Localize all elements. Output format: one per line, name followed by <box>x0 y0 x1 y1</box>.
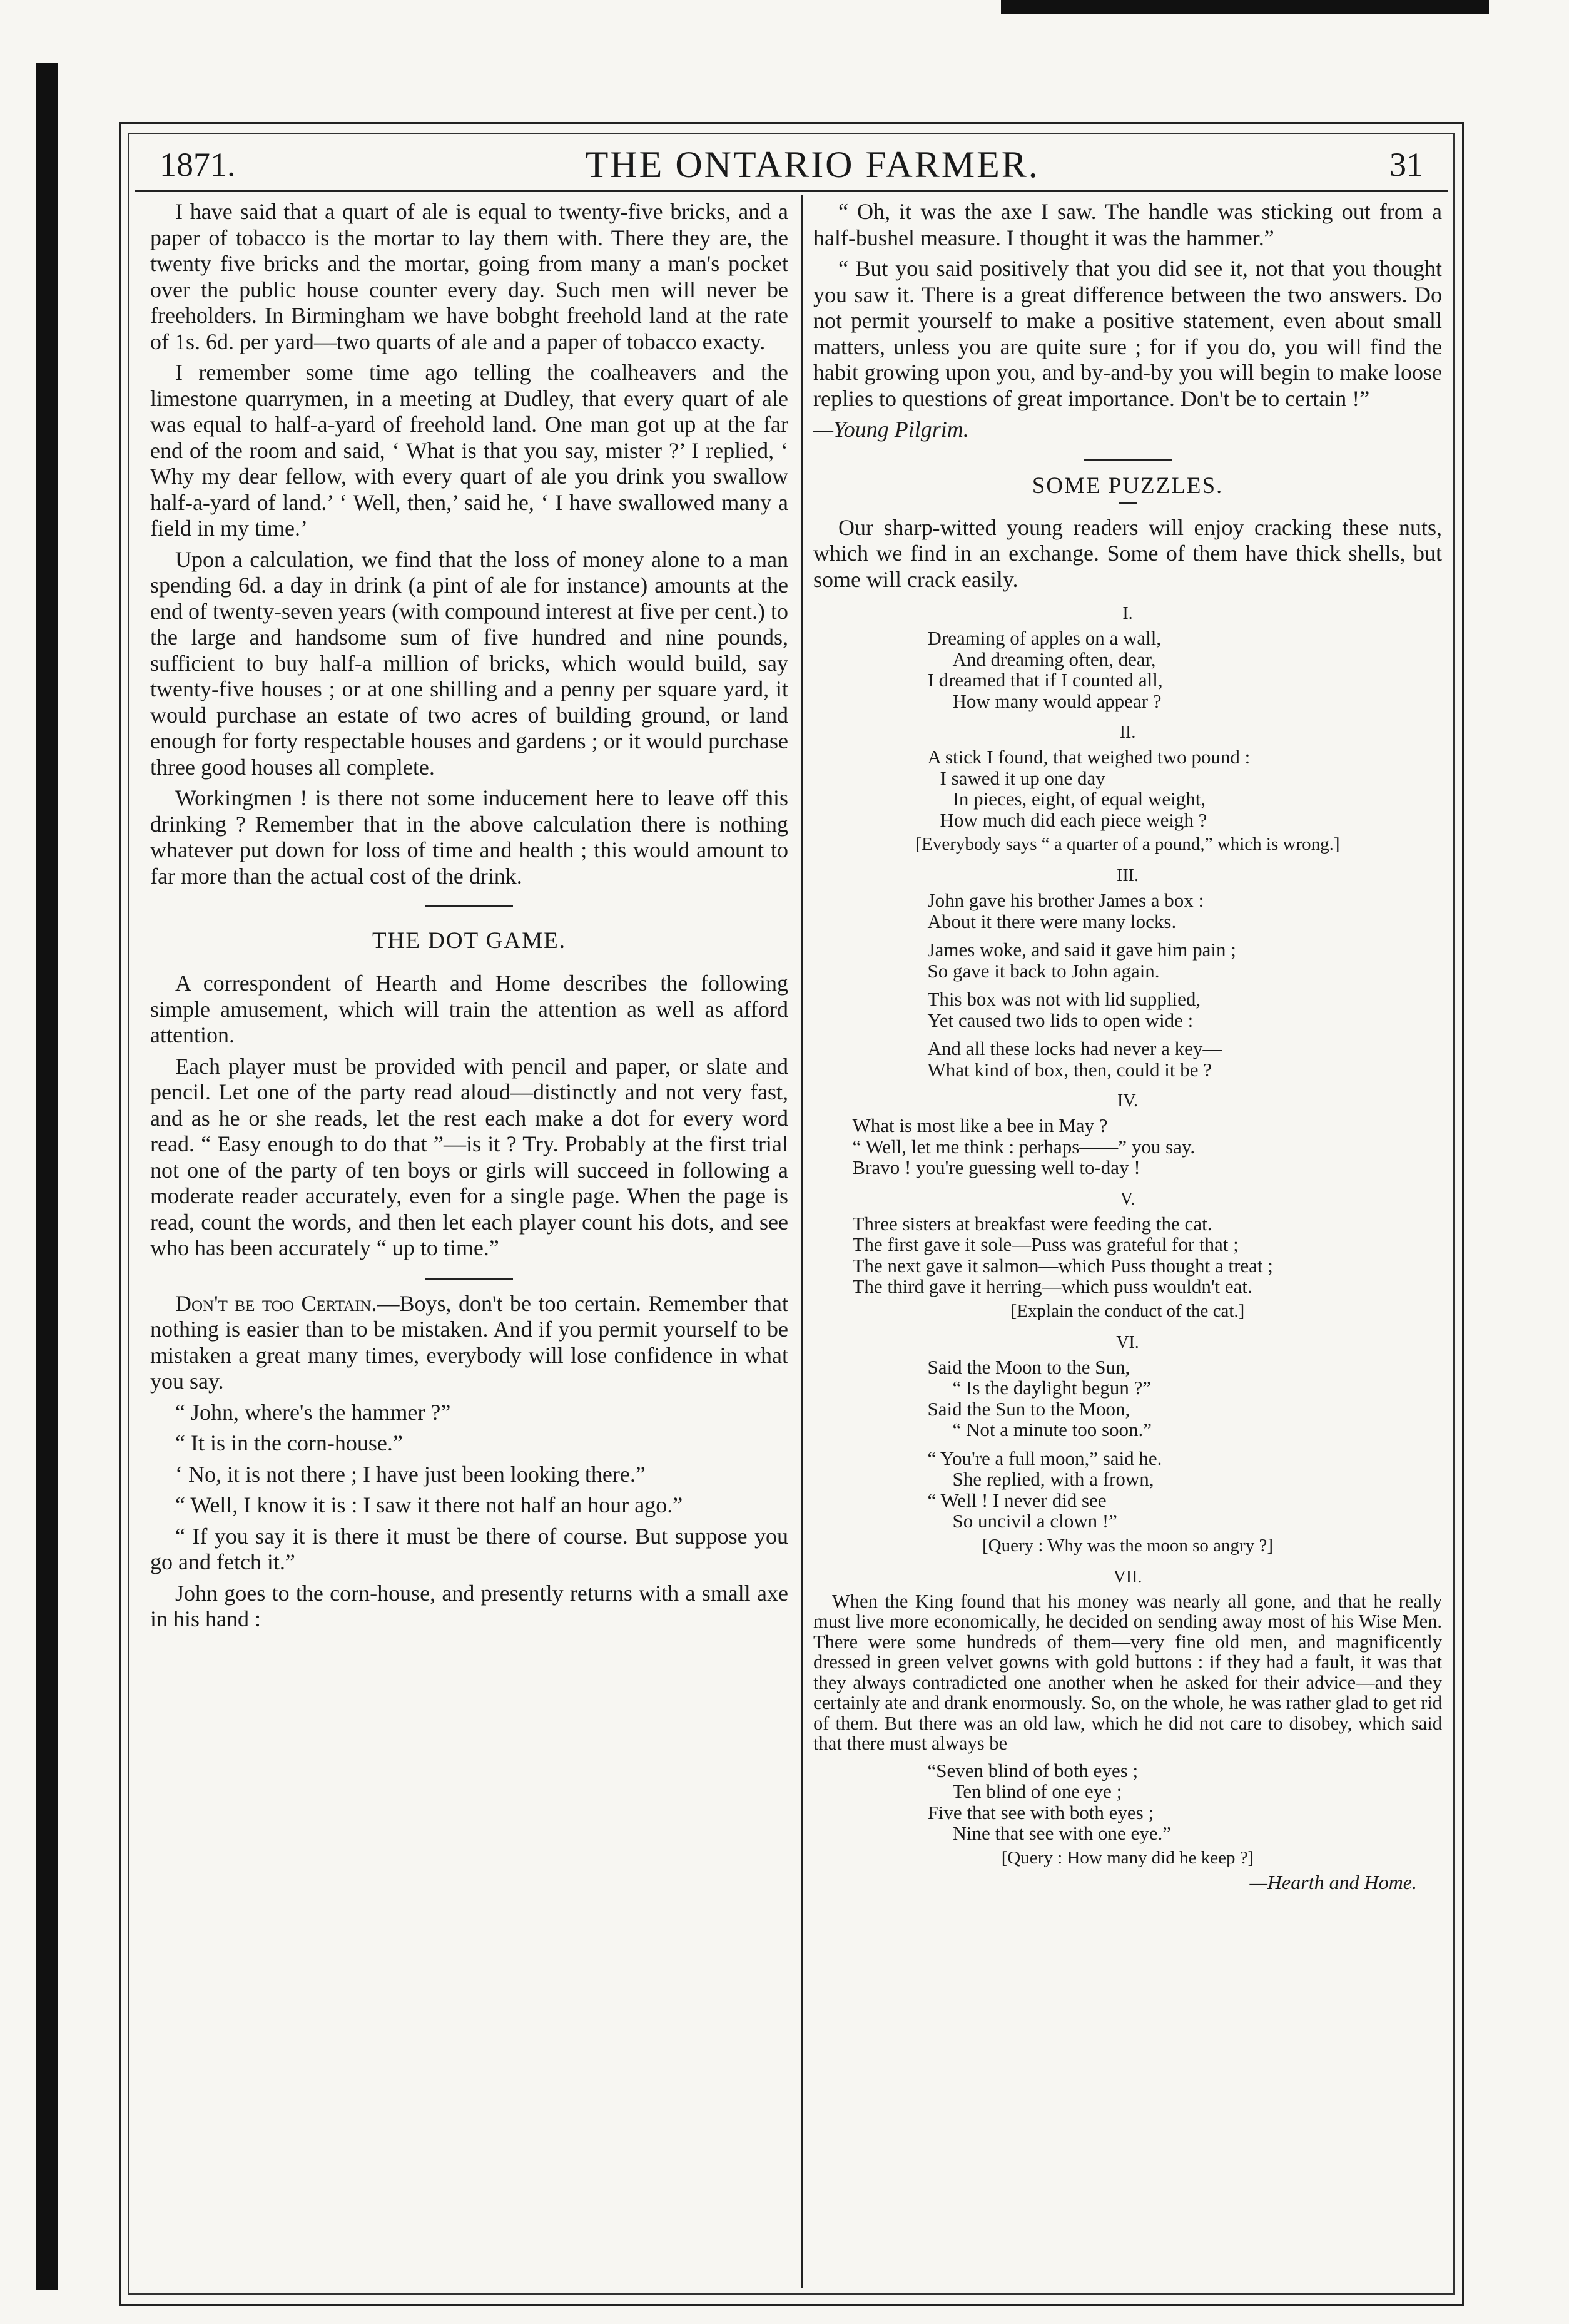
verse-line: And dreaming often, dear, <box>952 648 1156 670</box>
paragraph: I have said that a quart of ale is equal to twenty-five bricks, and a paper of tobacco is the mortar to lay them with. There they are, the twenty five bricks and the mortar, going from many a man's pocket over the public house counter every day. Such men will never be freeholders. In Birmingham we have bobght freehold land at the rate of 1s. 6d. per yard—two quarts of ale and a paper of tobacco exacty. <box>150 199 788 354</box>
binding-edge <box>36 63 58 2290</box>
verse-line: “ You're a full moon,” said he. <box>927 1447 1162 1469</box>
dialogue-line: “ It is in the corn-house.” <box>175 1430 403 1455</box>
right-column <box>813 199 1442 2276</box>
paragraph-dont-be-too-certain <box>150 1291 788 1395</box>
page-number: 31 <box>1389 146 1423 183</box>
paragraph: Our sharp-witted young readers will enjoy cracking these nuts, which we find in an exchange. Some of them have thick shells, but some will crack easily. <box>813 514 1442 592</box>
verse-line: This box was not with lid supplied, <box>927 988 1201 1010</box>
section-rule <box>425 1278 513 1280</box>
puzzle-number: VI. <box>1116 1332 1139 1352</box>
verse-line: The next gave it salmon—which Puss thought a treat ; <box>852 1254 1273 1277</box>
section-heading-puzzles: SOME PUZZLES. <box>1032 472 1224 499</box>
verse-line: Nine that see with one eye.” <box>952 1822 1171 1844</box>
paragraph: A correspondent of Hearth and Home describes the following simple amusement, which will train the attention as well as afford attention. <box>150 971 788 1047</box>
verse-line: Said the Moon to the Sun, <box>927 1355 1130 1378</box>
puzzle-verse <box>928 628 1328 711</box>
puzzle-verse <box>928 890 1328 1080</box>
verse-line: The third gave it herring—which puss wouldn't eat. <box>852 1275 1252 1297</box>
verse-line: How many would appear ? <box>952 690 1162 712</box>
verse-line: Bravo ! you're guessing well to-day ! <box>852 1156 1140 1178</box>
paragraph: “ Oh, it was the axe I saw. The handle was sticking out from a half-bushel measure. I thought it was the hammer.” <box>813 199 1442 250</box>
paragraph: “ But you said positively that you did see it, not that you thought you saw it. There is a great difference between the two answers. Do not permit yourself to make a positive statement, even about small matters, unless you are quite sure ; for if you do, you will find the habit growing upon you, and by-and-by you will begin to make loose replies to questions of great importance. Don't be to certain !” <box>813 256 1442 411</box>
verse-line: “ Is the daylight begun ?” <box>952 1377 1152 1399</box>
dialogue-line: “ John, where's the hammer ?” <box>175 1399 451 1425</box>
verse-line: How much did each piece weigh ? <box>940 808 1207 831</box>
puzzle-number: I. <box>1122 604 1133 623</box>
verse-line: She replied, with a frown, <box>952 1468 1154 1490</box>
puzzle-note: [Explain the conduct of the cat.] <box>1010 1300 1245 1321</box>
verse-line: Said the Sun to the Moon, <box>927 1397 1130 1420</box>
verse-line: James woke, and said it gave him pain ; <box>927 939 1236 961</box>
puzzle-number: IV. <box>1117 1091 1138 1111</box>
dialogue-line: “ If you say it is there it must be there of course. But suppose you go and fetch it.” <box>150 1523 788 1574</box>
verse-line: I sawed it up one day <box>940 767 1105 789</box>
heading-dash <box>1119 502 1137 504</box>
puzzle-verse <box>928 1760 1328 1844</box>
verse-line: Ten blind of one eye ; <box>952 1780 1122 1802</box>
verse-line: “ Well ! I never did see <box>927 1489 1107 1511</box>
paragraph: Each player must be provided with pencil and paper, or slate and pencil. Let one of the party read aloud—distinctly and not very fast, and as he or she reads, let the rest each make a dot for every word read. “ Easy enough to do that ”—is it ? Try. Probably at the first trial not one of the party of ten boys or girls will succeed in following a moderate reader accurately, even for a single page. When the page is read, count the words, and then let each player count his dots, and see who has been accurately “ up to time.” <box>150 1053 788 1260</box>
dialogue-line: ‘ No, it is not there ; I have just been looking there.” <box>175 1461 646 1487</box>
left-column <box>150 199 788 2276</box>
puzzle-note: [Query : How many did he keep ?] <box>1001 1847 1254 1868</box>
attribution: —Young Pilgrim. <box>813 417 969 442</box>
verse-line: What kind of box, then, could it be ? <box>927 1058 1212 1081</box>
paragraph: I remember some time ago telling the coalheavers and the limestone quarrymen, in a meeting at Dudley, that every quart of ale was equal to half-a-yard of freehold land. One man got up at the far end of the room and said, ‘ What is that you say, mister ?’ I replied, ‘ Why my dear fellow, with every quart of ale you drink you swallow half-a-yard of land.’ ‘ Well, then,’ said he, ‘ I have swallowed many a field in my time.’ <box>150 360 788 541</box>
verse-line: In pieces, eight, of equal weight, <box>952 788 1206 810</box>
header-year: 1871. <box>160 146 236 183</box>
puzzle-number: V. <box>1120 1189 1135 1209</box>
puzzle-number: VII. <box>1113 1567 1142 1587</box>
header-title: THE ONTARIO FARMER. <box>585 143 1040 185</box>
paragraph: Upon a calculation, we find that the loss of money alone to a man spending 6d. a day in drink (a pint of ale for instance) amounts at the end of twenty-seven years (with compound interest at five per cent.) to the large and handsome sum of five hundred and nine pounds, sufficient to buy half-a million of bricks, which would build, say twenty-five houses ; or at one shilling and a penny per square yard, it would purchase an estate of two acres of building ground, or land enough for forty respectable houses and gardens ; or it would purchase three good houses all complete. <box>150 546 788 780</box>
paragraph-text: —Boys, don't be too certain. Remember that nothing is easier than to be mistaken. And if you permit yourself to be mistaken a great many times, everybody will lose confidence in what you say. <box>150 1290 788 1394</box>
verse-line: Five that see with both eyes ; <box>927 1801 1154 1823</box>
puzzle-number: II. <box>1119 723 1136 742</box>
verse-line: John gave his brother James a box : <box>927 889 1204 911</box>
paragraph: Workingmen ! is there not some inducement here to leave off this drinking ? Remember that in the above calculation there is nothing whatever put down for loss of time and health ; this would amount to far more than the actual cost of the drink. <box>150 785 788 889</box>
puzzle-note: [Query : Why was the moon so angry ?] <box>982 1535 1273 1556</box>
verse-line: “ Not a minute too soon.” <box>952 1419 1152 1440</box>
puzzle-number: III. <box>1117 866 1139 885</box>
verse-line: I dreamed that if I counted all, <box>927 669 1163 691</box>
verse-line: “Seven blind of both eyes ; <box>927 1759 1139 1781</box>
verse-line: So uncivil a clown !” <box>952 1510 1117 1532</box>
paragraph: When the King found that his money was nearly all gone, and that he really must live more economically, he decided on sending away most of his Wise Men. There were some hundreds of them—very fine old men, and magnificently dressed in green velvet gowns with gold buttons : if they had a fault, it was that they always contradicted one another when he asked for their advice—and they certainly ate and drank enormously. So, on the whole, he was rather glad to get rid of them. But there was an old law, which he did not care to disobey, which said that there must always be <box>813 1590 1442 1754</box>
verse-line: The first gave it sole—Puss was grateful for that ; <box>852 1233 1239 1255</box>
verse-line: About it there were many locks. <box>927 910 1177 932</box>
dialogue-line: John goes to the corn-house, and presently returns with a small axe in his hand : <box>150 1580 788 1631</box>
puzzle-verse <box>928 1357 1328 1532</box>
verse-line: So gave it back to John again. <box>927 959 1160 982</box>
verse-line: Yet caused two lids to open wide : <box>927 1009 1194 1031</box>
verse-line: A stick I found, that weighed two pound : <box>927 746 1251 768</box>
verse-line: Dreaming of apples on a wall, <box>927 627 1162 649</box>
verse-line: “ Well, let me think : perhaps——” you say. <box>852 1135 1196 1158</box>
top-edge-mark <box>1001 0 1489 14</box>
verse-line: And all these locks had never a key— <box>927 1037 1222 1059</box>
verse-line: What is most like a bee in May ? <box>852 1114 1108 1136</box>
section-heading-dot-game: THE DOT GAME. <box>372 928 566 954</box>
puzzle-verse <box>853 1213 1403 1297</box>
puzzle-verse <box>928 747 1328 830</box>
page-header <box>135 139 1448 192</box>
dialogue-line: “ Well, I know it is : I saw it there not half an hour ago.” <box>175 1492 683 1517</box>
puzzle-verse <box>853 1115 1403 1178</box>
verse-line: Three sisters at breakfast were feeding the cat. <box>852 1212 1212 1235</box>
section-rule <box>1084 459 1172 461</box>
attribution: —Hearth and Home. <box>1249 1870 1417 1893</box>
section-rule <box>425 905 513 907</box>
column-divider <box>801 195 803 2288</box>
puzzle-note: [Everybody says “ a quarter of a pound,” which is wrong.] <box>915 834 1340 854</box>
run-in-title: Don't be too Certain. <box>175 1290 377 1316</box>
